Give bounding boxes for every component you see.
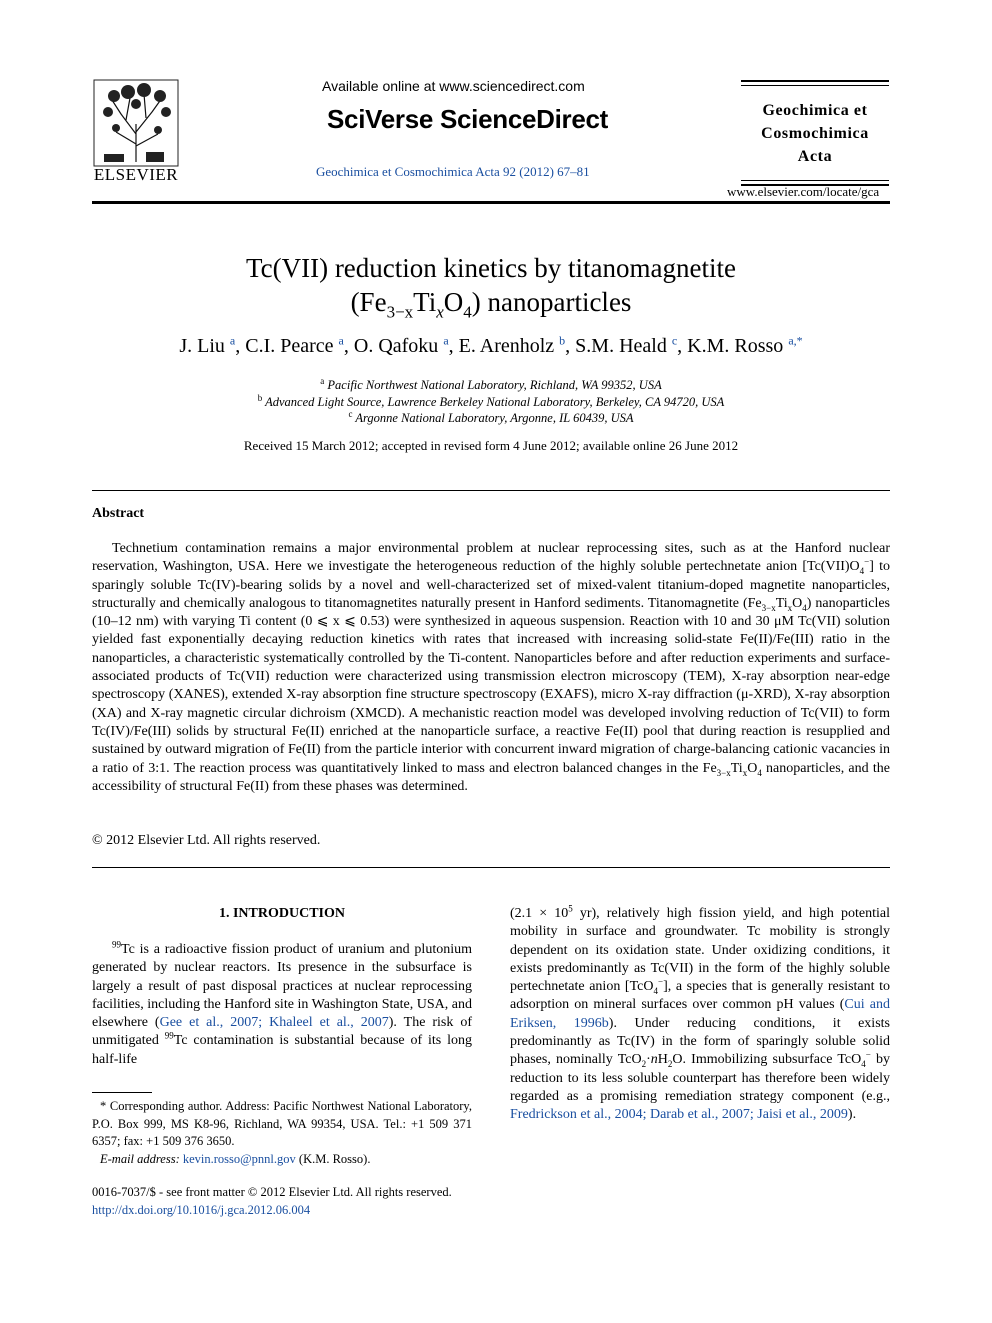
journal-citation-link[interactable]: Geochimica et Cosmochimica Acta 92 (2012) 67–81	[316, 164, 590, 179]
title-line-1: Tc(VII) reduction kinetics by titanomagnetite	[246, 253, 736, 283]
header-divider	[92, 201, 890, 204]
abstract-top-rule	[92, 490, 890, 491]
citation-link[interactable]: Khaleel et al., 2007	[269, 1015, 389, 1031]
author-name[interactable]: C.I. Pearce	[245, 335, 334, 357]
author-name[interactable]: E. Arenholz	[458, 335, 555, 357]
footnote-rule	[92, 1092, 152, 1093]
citation-link[interactable]: Fredrickson et al., 2004	[510, 1107, 643, 1123]
sciverse-sciencedirect-logo: SciVerse ScienceDirect	[327, 104, 609, 134]
corresponding-author-footnote: * Corresponding author. Address: Pacific Northwest National Laboratory, P.O. Box 999, MS K8-96, Richland, WA 99354, USA. Tel.: +1 509 371 6357; fax: +1 509 376 3650. E-mail address: kevin.rosso@pnnl.gov (K.M. Rosso).	[92, 1099, 472, 1166]
article-title	[92, 251, 890, 322]
affiliation-mark[interactable]: a,*	[788, 333, 803, 348]
journal-url-link[interactable]: www.elsevier.com/locate/gca	[727, 184, 880, 199]
journal-title-line: Geochimica et	[762, 102, 868, 119]
author-name[interactable]: O. Qafoku	[353, 335, 439, 357]
abstract-bottom-rule	[92, 867, 890, 868]
author-list: J. Liu $^a$, C.I. Pearce $^a$, O. Qafoku $^a$, E. Arenholz $^b$, S.M. Heald $^c$, K.M. Rosso $^{a,*}$	[179, 333, 803, 357]
elsevier-wordmark: ELSEVIER	[93, 165, 179, 184]
abstract-heading: Abstract	[92, 506, 145, 521]
affiliation-mark[interactable]: c	[671, 333, 678, 348]
affiliations	[92, 377, 890, 427]
citation-link[interactable]: Jaisi et al., 2009	[757, 1107, 848, 1123]
affiliation-mark[interactable]: a	[338, 333, 344, 348]
affiliation: $^c$ Argonne National Laboratory, Argonne, IL 60439, USA	[348, 408, 634, 425]
journal-title-line: Cosmochimica	[761, 125, 869, 142]
citation-link[interactable]: Darab et al., 2007	[649, 1107, 750, 1123]
available-online-text: Available online at www.sciencedirect.com	[322, 78, 585, 94]
doi-link[interactable]: http://dx.doi.org/10.1016/j.gca.2012.06.004	[92, 1202, 311, 1217]
affiliation: $^b$ Advanced Light Source, Lawrence Berkeley National Laboratory, Berkeley, CA 94720, USA	[257, 392, 725, 409]
affiliation-mark[interactable]: a	[229, 333, 236, 348]
abstract-copyright: © 2012 Elsevier Ltd. All rights reserved.	[92, 833, 321, 848]
intro-left-column: $^{99}$Tc is a radioactive fission product of uranium and plutonium generated by nuclear reactors. Its presence in the subsurface is largely a result of past disposal practices at nuclear reprocessing facilities, including the Hanford site in Washington State, USA, and elsewhere (Gee et al., 2007; Khaleel et al., 2007). The risk of unmitigated $^{99}$Tc contamination is substantial because of its long half-life	[92, 939, 473, 1067]
affiliation-mark[interactable]: b	[559, 333, 566, 348]
title-line-2: $(Fe_{3-x}Ti_xO_4)$ nanoparticles	[350, 287, 632, 322]
author-name[interactable]: S.M. Heald	[575, 335, 667, 357]
author-name[interactable]: J. Liu	[179, 335, 225, 357]
front-matter	[92, 1184, 452, 1219]
intro-right-column: ($2.1 \times 10^5$ yr), relatively high fission yield, and high potential mobility in surface and groundwater. Tc mobility is strongly dependent on its oxidation state. Under oxidizing conditions, it exists predominantly as Tc(VII) in the form of the highly soluble pertechnetate anion [TcO$_4$−], a species that is generally resistant to adsorption on mineral surfaces over common pH values (Cui and Eriksen, 1996b). Under reducing conditions, it exists predominantly as Tc(IV) in the form of sparingly soluble solid phases, nominally $TcO_2\cdot nH_2O$. Immobilizing subsurface TcO$_4$− by reduction to its less soluble counterpart has therefore been widely regarded as a promising remediation strategy component (e.g., Fredrickson et al., 2004; Darab et al., 2007; Jaisi et al., 2009).	[510, 903, 891, 1123]
author-name[interactable]: K.M. Rosso	[687, 335, 784, 357]
abstract-body: Technetium contamination remains a major environmental problem at nuclear reprocessing sites, such as at the Hanford nuclear reservation, Washington, USA. Here we investigate the heterogeneous reduction of the highly soluble pertechnetate anion $[Tc(VII)O_4^-]$ to sparingly soluble Tc(IV)-bearing solids by a novel and well-characterized set of mixed-valent titanium-doped magnetite nanoparticles, structurally and chemically analogous to titanomagnetites naturally present in Hanford sediments. Titanomagnetite $(Fe_{3-x}Ti_xO_4)$ nanoparticles (10–12 nm) with varying Ti content (0 ⩽ x ⩽ 0.53) were synthesized in aqueous suspension. Reaction with 10 and 30 μM Tc(VII) solution yielded fast exponentially decaying reduction kinetics with rates that increased with increasing solid-state Fe(II)/Fe(III) ratio in the nanoparticles, a characteristic systematically controlled by the Ti-content. Nanoparticles before and after reduction experiments and surface-associated products of Tc(VII) reduction were characterized using transmission electron microscopy (TEM), X-ray absorption near-edge spectroscopy (XANES), extended X-ray absorption fine structure spectroscopy (EXAFS), micro X-ray diffraction (μ-XRD), X-ray absorption (XA) and X-ray magnetic circular dichroism (XMCD). A mechanistic reaction model was developed involving reduction of Tc(VII) to form Tc(IV)/Fe(III) solids by structural Fe(II) enriched at the nanoparticle surface, a reactive Fe(II) pool that during reaction is resupplied and sustained by outward migration of Fe(II) from the particle interior with concurrent inward migration of charge-balancing cationic vacancies in a ratio of 3:1. The reaction process was quantitatively linked to mass and electron balanced changes in the $Fe_{3-x}Ti_xO_4$ nanoparticles, and the accessibility of structural Fe(II) from these phases was determined.	[92, 541, 891, 794]
citation-link[interactable]: Cui and Eriksen, 1996b	[510, 997, 890, 1031]
journal-title-line: Acta	[797, 148, 833, 165]
journal-title-box	[741, 80, 889, 186]
received-dates: Received 15 March 2012; accepted in revised form 4 June 2012; available online 26 June 2012	[243, 438, 739, 453]
section-heading-introduction: 1. INTRODUCTION	[218, 906, 345, 921]
email-link[interactable]: kevin.rosso@pnnl.gov	[182, 1151, 296, 1166]
affiliation: $^a$ Pacific Northwest National Laboratory, Richland, WA 99352, USA	[320, 375, 662, 392]
affiliation-mark[interactable]: a	[443, 333, 449, 348]
citation-link[interactable]: Gee et al., 2007	[159, 1015, 259, 1031]
issn-line: 0016-7037/$ - see front matter © 2012 Elsevier Ltd. All rights reserved.	[92, 1185, 452, 1199]
